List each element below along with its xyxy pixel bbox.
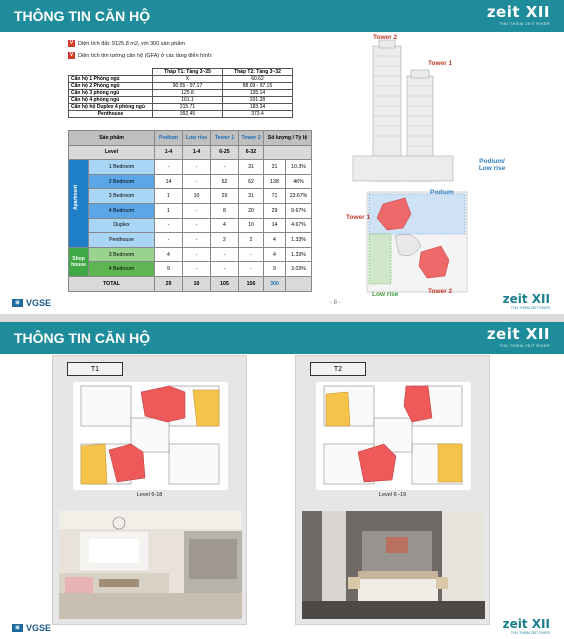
- interior-living-photo: [59, 511, 242, 619]
- area-table: [68, 68, 293, 118]
- vgse-icon: ⊞: [12, 624, 23, 632]
- table-cell: 14: [264, 218, 286, 233]
- logo-sub: THU THIEM ZEIT RIVER: [499, 343, 550, 348]
- table-cell: -: [239, 247, 264, 262]
- table-header: Tower 1: [211, 131, 239, 146]
- table-cell: 125.8: [153, 90, 223, 97]
- table-header-row: [69, 131, 312, 146]
- table-total-row: [69, 276, 312, 291]
- apartment-group-label: [69, 160, 89, 248]
- footer-zeit-logo: [503, 292, 550, 310]
- table-cell: [286, 276, 312, 291]
- table-cell: 105: [211, 276, 239, 291]
- table-cell: 1-4: [155, 145, 183, 160]
- table-cell: Căn hộ 1 Phòng ngủ: [69, 76, 153, 83]
- note-text: Diện tích đất: 9125.8 m2, với 300 sản phẩm: [78, 40, 185, 47]
- table-cell: 300: [264, 276, 286, 291]
- table-cell: -: [155, 233, 183, 248]
- label-lowrise: Low rise: [372, 291, 399, 298]
- logo-sub: THU THIEM ZEIT RIVER: [499, 21, 550, 26]
- table-cell: 88.09 - 97.15: [223, 83, 293, 90]
- slide-1: [0, 0, 564, 314]
- table-header: Low rise: [183, 131, 211, 146]
- floorplan-card-t2: [295, 355, 490, 625]
- table-cell: X: [153, 76, 223, 83]
- table-cell: 29: [211, 189, 239, 204]
- table-cell: -: [183, 203, 211, 218]
- table-row: [69, 160, 312, 175]
- table-cell: 71: [264, 189, 286, 204]
- vgse-logo: [12, 623, 51, 633]
- table-cell: 373.4: [223, 111, 293, 118]
- table-cell: -: [183, 160, 211, 175]
- table-cell: 9: [155, 262, 183, 277]
- table-cell: [264, 145, 312, 160]
- table-cell: 10: [183, 189, 211, 204]
- unit-table: [68, 130, 312, 292]
- table-cell: 4: [211, 218, 239, 233]
- table-row: [69, 76, 293, 83]
- page-number: - 8 -: [330, 300, 341, 306]
- table-cell: 392.45: [153, 111, 223, 118]
- table-cell: 6-25: [211, 145, 239, 160]
- logo-word: zeit XII: [486, 3, 550, 21]
- table-row: [69, 145, 312, 160]
- table-row: [69, 262, 312, 277]
- interior-bedroom-photo: [302, 511, 485, 619]
- table-cell: -: [155, 218, 183, 233]
- table-cell: -: [183, 174, 211, 189]
- table-row: [69, 174, 312, 189]
- slide-header: [0, 0, 564, 32]
- table-cell: 161.1: [153, 97, 223, 104]
- table-cell: 2 Bedroom: [89, 174, 155, 189]
- floorplan-card-t1: [52, 355, 247, 625]
- table-cell: -: [211, 160, 239, 175]
- note-item: [68, 52, 212, 59]
- table-cell: 1.33%: [286, 247, 312, 262]
- table-header: Số lượng / Tỷ lệ: [264, 131, 312, 146]
- table-cell: 10: [183, 276, 211, 291]
- towers-illustration: [345, 36, 465, 186]
- table-cell: -: [155, 160, 183, 175]
- table-cell: 29: [264, 203, 286, 218]
- table-cell: 8: [211, 203, 239, 218]
- table-row: [69, 189, 312, 204]
- table-cell: 1.33%: [286, 233, 312, 248]
- check-icon: V: [69, 52, 74, 58]
- table-cell: 1: [155, 189, 183, 204]
- notes: [68, 40, 212, 64]
- table-cell: 138: [264, 174, 286, 189]
- vgse-icon: ⊞: [12, 299, 23, 307]
- floorplan-t1: [73, 382, 228, 490]
- label-tower2-plan: Tower 2: [428, 288, 453, 295]
- check-icon: V: [69, 40, 74, 46]
- table-cell: 62: [239, 174, 264, 189]
- note-text: Diện tích tim tường căn hộ (GFA) ở các tầng điển hình:: [78, 52, 213, 59]
- table-cell: 156: [239, 276, 264, 291]
- table-header-row: [69, 69, 293, 76]
- table-cell: -: [183, 218, 211, 233]
- table-cell: 60.62: [223, 76, 293, 83]
- logo-word: zeit XII: [502, 617, 550, 631]
- table-header: Podium: [155, 131, 183, 146]
- logo-sub: THU THIEM ZEIT RIVER: [510, 631, 550, 635]
- slide-title: THÔNG TIN CĂN HỘ: [14, 8, 151, 24]
- table-cell: -: [211, 262, 239, 277]
- table-row: [69, 247, 312, 262]
- table-row: [69, 111, 293, 118]
- table-cell: 9.67%: [286, 203, 312, 218]
- site-plan: [365, 190, 470, 295]
- label-tower1-plan: Tower 1: [346, 214, 371, 221]
- table-cell: 90.55 - 97.17: [153, 83, 223, 90]
- slide-header: [0, 322, 564, 354]
- table-cell: Căn hộ 4 phòng ngủ: [69, 97, 153, 104]
- apartment-label: Apartment: [73, 185, 79, 211]
- label-podium: Podium: [430, 189, 454, 196]
- label-podium-lowrise: Podium/ Low rise: [478, 158, 506, 172]
- card-tag: T2: [310, 362, 366, 376]
- table-cell: 4 Bedroom: [89, 203, 155, 218]
- table-cell: 4: [155, 247, 183, 262]
- table-cell: -: [183, 247, 211, 262]
- table-row: [69, 104, 293, 111]
- table-cell: Penthouse: [89, 233, 155, 248]
- table-cell: 2: [239, 233, 264, 248]
- table-cell: 46%: [286, 174, 312, 189]
- table-cell: Level: [69, 145, 155, 160]
- table-cell: 31: [264, 160, 286, 175]
- table-cell: Căn hộ 3 phòng ngủ: [69, 90, 153, 97]
- table-row: [69, 83, 293, 90]
- table-cell: Căn hộ 2 Phòng ngủ: [69, 83, 153, 90]
- logo-word: zeit XII: [502, 292, 550, 306]
- table-cell: 10: [239, 218, 264, 233]
- table-cell: 183.34: [223, 104, 293, 111]
- logo-sub: THU THIEM ZEIT RIVER: [510, 306, 550, 310]
- table-row: [69, 203, 312, 218]
- zeit-logo: [487, 325, 550, 348]
- table-cell: 62: [211, 174, 239, 189]
- table-cell: 14: [155, 174, 183, 189]
- table-cell: 31: [239, 160, 264, 175]
- vgse-text: VGSE: [26, 298, 52, 308]
- table-cell: 2: [211, 233, 239, 248]
- table-cell: 215.71: [153, 104, 223, 111]
- footer-zeit-logo: [503, 617, 550, 635]
- table-cell: -: [183, 262, 211, 277]
- floorplan-t2: [316, 382, 471, 490]
- table-cell: 1-4: [183, 145, 211, 160]
- table-header: Tháp T2: Tầng 3~32: [223, 69, 293, 76]
- vgse-logo: [12, 298, 51, 308]
- table-cell: 23.67%: [286, 189, 312, 204]
- label-tower1-top: Tower 1: [428, 60, 453, 67]
- table-cell: 10.3%: [286, 160, 312, 175]
- table-cell: 4: [264, 233, 286, 248]
- table-cell: 3.03%: [286, 262, 312, 277]
- table-header: Tower 2: [239, 131, 264, 146]
- label-tower2-top: Tower 2: [373, 34, 398, 41]
- card-level: Level 6 -19: [378, 492, 407, 498]
- table-row: [69, 233, 312, 248]
- table-cell: 4.67%: [286, 218, 312, 233]
- table-row: [69, 90, 293, 97]
- table-cell: -: [183, 233, 211, 248]
- logo-word: zeit XII: [486, 325, 550, 343]
- table-cell: Căn hộ hộ Duplex 4 phòng ngủ: [69, 104, 153, 111]
- table-cell: Penthouse: [69, 111, 153, 118]
- table-cell: 20: [239, 203, 264, 218]
- table-cell: 135.14: [223, 90, 293, 97]
- table-cell: 4 Bedroom: [89, 262, 155, 277]
- table-cell: 29: [155, 276, 183, 291]
- table-header: [69, 69, 153, 76]
- table-cell: Duplex: [89, 218, 155, 233]
- shophouse-label: Shop house: [69, 247, 89, 276]
- table-header: Tháp T1: Tầng 3~25: [153, 69, 223, 76]
- table-row: [69, 218, 312, 233]
- card-tag: T1: [67, 362, 123, 376]
- zeit-logo: [487, 3, 550, 26]
- table-cell: 31: [239, 189, 264, 204]
- table-cell: 6-32: [239, 145, 264, 160]
- table-cell: 3 Bedroom: [89, 189, 155, 204]
- table-cell: 3 Bedroom: [89, 247, 155, 262]
- table-cell: 9: [264, 262, 286, 277]
- table-row: [69, 97, 293, 104]
- table-cell: 1: [155, 203, 183, 218]
- table-header: Sản phẩm: [69, 131, 155, 146]
- vgse-text: VGSE: [26, 623, 52, 633]
- table-cell: 201.28: [223, 97, 293, 104]
- table-cell: -: [211, 247, 239, 262]
- table-cell: 1 Bedroom: [89, 160, 155, 175]
- slide-title: THÔNG TIN CĂN HỘ: [14, 330, 151, 346]
- table-cell: TOTAL: [69, 276, 155, 291]
- note-item: [68, 40, 212, 47]
- table-cell: -: [239, 262, 264, 277]
- card-level: Level 6-18: [136, 492, 163, 498]
- table-cell: 4: [264, 247, 286, 262]
